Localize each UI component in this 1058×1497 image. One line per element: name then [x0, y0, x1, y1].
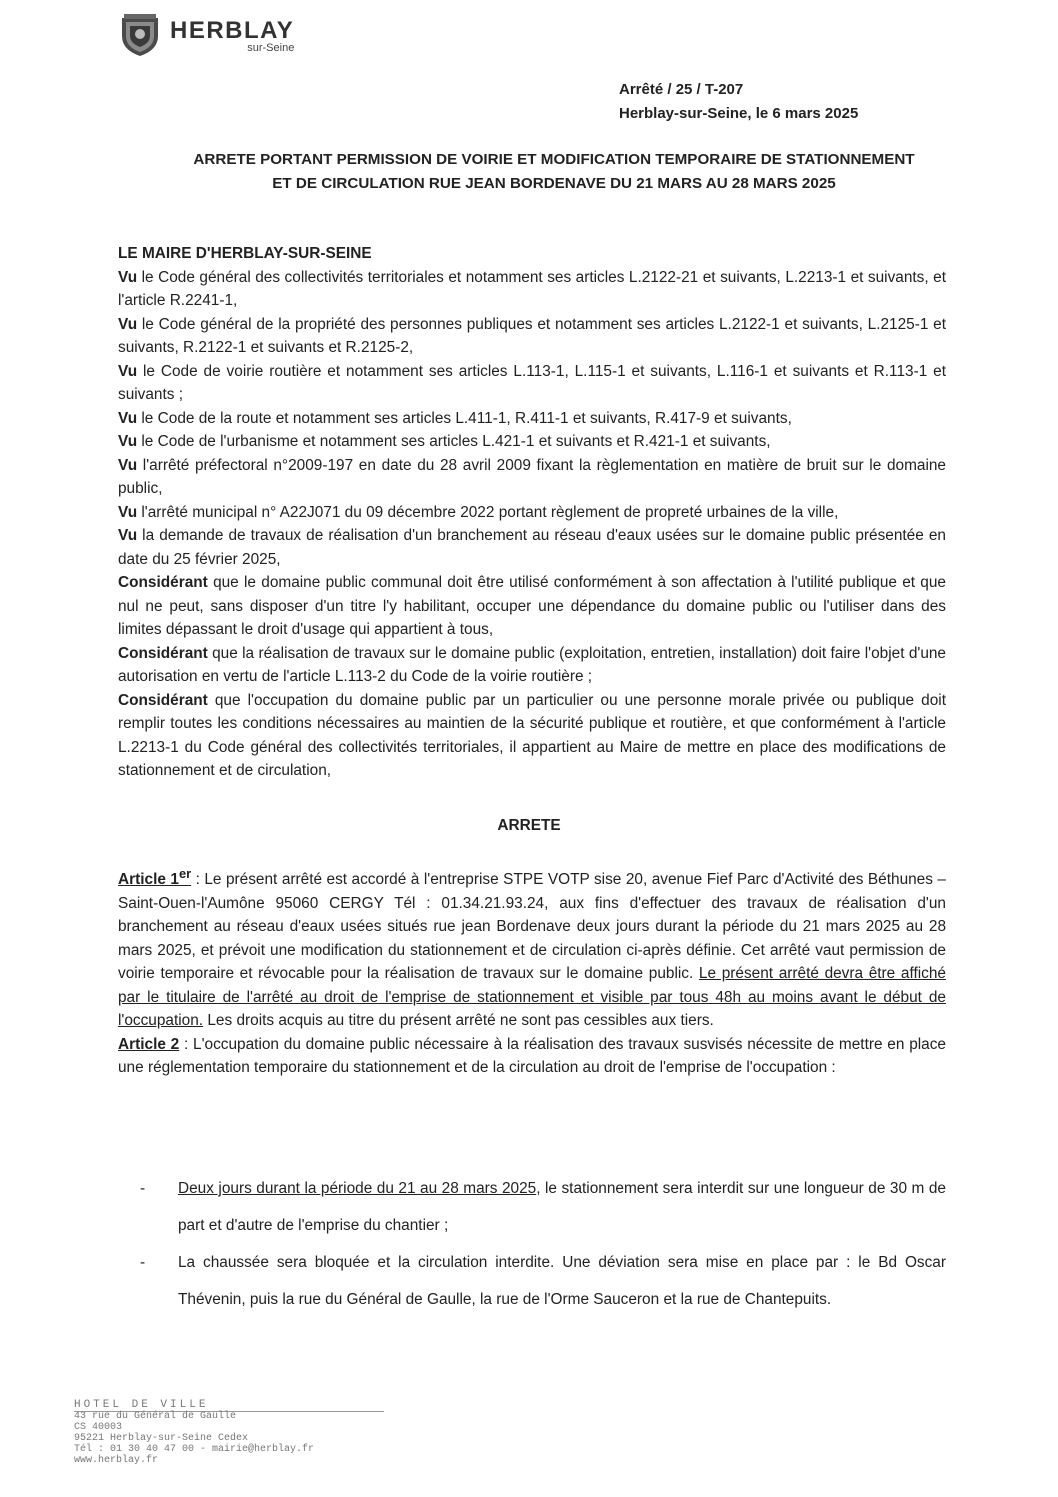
article-2-label: Article 2	[118, 1035, 180, 1053]
reference-block	[619, 78, 858, 126]
article-1-label: Article 1er	[118, 866, 192, 889]
title-line-2: ET DE CIRCULATION RUE JEAN BORDENAVE DU 21 MARS AU 28 MARS 2025	[272, 175, 836, 192]
list-item: - La chaussée sera bloquée et la circulation interdite. Une déviation sera mise en place par : le Bd Oscar Thévenin, puis la rue du Général de Gaulle, la rue de l'Orme Sauceron et la rue de Chantepuits.	[140, 1254, 946, 1308]
preamble-item: Vu l'arrêté préfectoral n°2009-197 en date du 28 avril 2009 fixant la règlementation en matière de bruit sur le domaine public,	[118, 456, 946, 497]
reference-number: Arrêté / 25 / T-207	[619, 81, 744, 98]
preamble-item: Vu le Code général des collectivités territoriales et notamment ses articles L.2122-21 et suivants, L.2213-1 et suivants, et l'article R.2241-1,	[118, 268, 946, 309]
preamble-item: Considérant que le domaine public communal doit être utilisé conformément à son affectation à l'utilité publique et que nul ne peut, sans disposer d'un titre l'y habilitant, occuper une dépendance du domaine public ou l'utiliser dans des limites dépassant le droit d'usage qui appartient à tous,	[118, 574, 946, 638]
place-date: Herblay-sur-Seine, le 6 mars 2025	[619, 105, 859, 122]
preamble-item: Vu le Code de la route et notamment ses articles L.411-1, R.411-1 et suivants, R.417-9 et suivants,	[118, 409, 792, 427]
preamble-item: Vu la demande de travaux de réalisation d'un branchement au réseau d'eaux usées sur le domaine public présentée en date du 25 février 2025,	[118, 527, 946, 568]
preamble-item: Vu le Code de voirie routière et notamment ses articles L.113-1, L.115-1 et suivants, L.116-1 et suivants et R.113-1 et suivants ;	[118, 362, 946, 403]
mayor-heading: LE MAIRE D'HERBLAY-SUR-SEINE	[118, 245, 372, 262]
article-1: Article 1er : Le présent arrêté est accordé à l'entreprise STPE VOTP sise 20, avenue Fief Parc d'Activité des Béthunes – Saint-Ouen-l'Aumône 95060 CERGY Tél : 01.34.21.93.24, aux fins d'effectuer des travaux de réalisation d'un branchement au réseau d'eaux usées situés rue jean Bordenave deux jours durant la période du 21 mars 2025 au 28 mars 2025, et prévoit une modification du stationnement et de circulation ci-après définie. Cet arrêté vaut permission de voirie temporaire et révocable pour la réalisation de travaux sur le domaine public. Le présent arrêté devra être affiché par le titulaire de l'arrêté au droit de l'emprise de stationnement et visible par tous 48h au moins avant le début de l'occupation. Les droits acquis au titre du présent arrêté ne sont pas cessibles aux tiers.	[118, 866, 946, 1030]
article-2: Article 2 : L'occupation du domaine public nécessaire à la réalisation des travaux susvisés nécessite de mettre en place une réglementation temporaire du stationnement et de la circulation au droit de l'emprise de l'occupation :	[118, 1035, 946, 1077]
measures-list	[140, 1170, 946, 1318]
arrete-heading: ARRETE	[497, 817, 561, 834]
document-title	[100, 148, 1008, 196]
logo-name: HERBLAY	[170, 17, 295, 44]
title-line-1: ARRETE PORTANT PERMISSION DE VOIRIE ET MODIFICATION TEMPORAIRE DE STATIONNEMENT	[193, 151, 915, 168]
display-requirement: Le présent arrêté devra être affiché par le titulaire de l'arrêté au droit de l'emprise de stationnement et visible par tous 48h au moins avant le début de l'occupation.	[118, 965, 946, 1030]
preamble	[118, 242, 946, 783]
list-item: - Deux jours durant la période du 21 au 28 mars 2025, le stationnement sera interdit sur une longueur de 30 m de part et d'autre de l'emprise du chantier ;	[140, 1180, 946, 1234]
logo-subtitle: sur-Seine	[247, 42, 295, 54]
articles	[118, 862, 946, 1080]
footer-address: HOTEL DE VILLE 43 rue du Général de Gaulle CS 40003 95221 Herblay-sur-Seine Cedex Tél : 01 30 40 47 00 - mairie@herblay.fr www.herblay.fr	[74, 1399, 315, 1466]
preamble-item: Vu l'arrêté municipal n° A22J071 du 09 décembre 2022 portant règlement de propreté urbaines de la ville,	[118, 503, 839, 521]
crest-icon	[116, 10, 164, 58]
preamble-item: Considérant que la réalisation de travaux sur le domaine public (exploitation, entretien, installation) doit faire l'objet d'une autorisation en vertu de l'article L.113-2 du Code de la voirie routière ;	[118, 644, 946, 685]
preamble-item: Considérant que l'occupation du domaine public par un particulier ou une personne morale privée ou publique doit remplir toutes les conditions nécessaires au maintien de la sécurité publique et routière, et que conformément à l'article L.2213-1 du Code général des collectivités territoriales, il appartient au Maire de mettre en place des modifications de stationnement et de circulation,	[118, 691, 946, 779]
preamble-item: Vu le Code général de la propriété des personnes publiques et notamment ses articles L.2122-1 et suivants, L.2125-1 et suivants, R.2122-1 et suivants et R.2125-2,	[118, 315, 946, 356]
preamble-item: Vu le Code de l'urbanisme et notamment ses articles L.421-1 et suivants et R.421-1 et suivants,	[118, 433, 771, 450]
herblay-logo	[116, 10, 294, 58]
